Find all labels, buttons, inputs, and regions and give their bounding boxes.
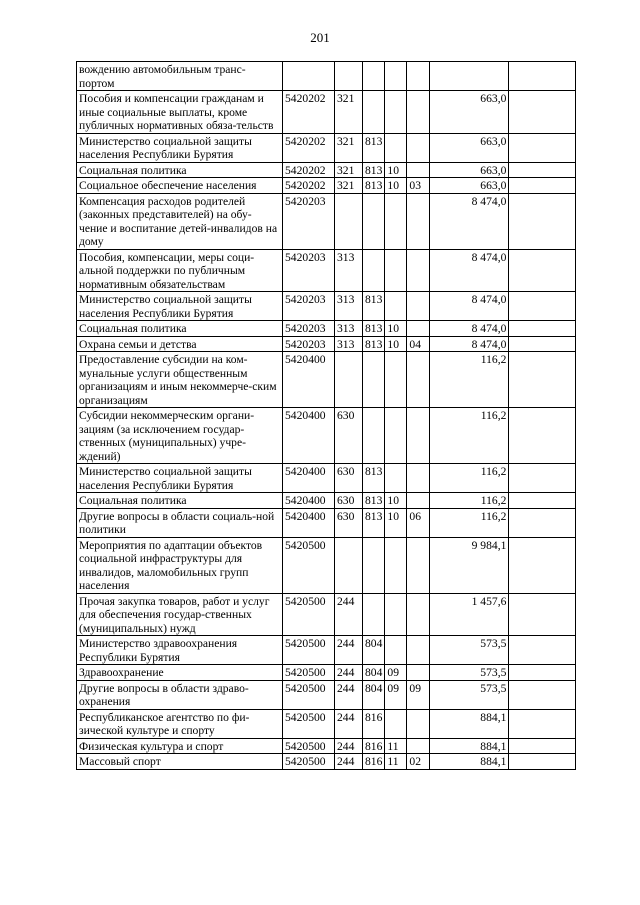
cell-subsection <box>407 493 430 509</box>
cell-expense-type <box>335 537 363 593</box>
table-row <box>77 665 576 681</box>
cell-empty <box>509 593 576 636</box>
cell-expense-type: 321 <box>335 133 363 162</box>
cell-amount: 8 474,0 <box>430 336 509 352</box>
cell-section: 10 <box>385 336 407 352</box>
table-row <box>77 709 576 738</box>
cell-name: Пособия, компенсации, меры соци-альной поддержки по публичным нормативным обязательствам <box>77 249 283 292</box>
cell-grbs: 813 <box>363 321 385 337</box>
cell-subsection <box>407 133 430 162</box>
cell-section: 10 <box>385 321 407 337</box>
cell-name: Социальная политика <box>77 321 283 337</box>
cell-section <box>385 292 407 321</box>
cell-expense-type: 244 <box>335 636 363 665</box>
cell-target-code: 5420203 <box>283 249 335 292</box>
cell-empty <box>509 508 576 537</box>
budget-table <box>76 61 576 770</box>
table-row <box>77 508 576 537</box>
cell-name: Здравоохранение <box>77 665 283 681</box>
cell-grbs <box>363 537 385 593</box>
cell-amount <box>430 62 509 91</box>
table-row <box>77 292 576 321</box>
table-row <box>77 133 576 162</box>
cell-section: 10 <box>385 508 407 537</box>
cell-empty <box>509 464 576 493</box>
cell-name: Социальное обеспечение населения <box>77 178 283 194</box>
cell-empty <box>509 193 576 249</box>
table-row <box>77 178 576 194</box>
cell-empty <box>509 493 576 509</box>
cell-section <box>385 636 407 665</box>
cell-amount: 884,1 <box>430 709 509 738</box>
table-row <box>77 336 576 352</box>
cell-expense-type: 630 <box>335 493 363 509</box>
cell-subsection <box>407 249 430 292</box>
cell-name: Министерство социальной защиты населения Республики Бурятия <box>77 464 283 493</box>
cell-target-code: 5420400 <box>283 493 335 509</box>
cell-section: 09 <box>385 665 407 681</box>
cell-name: Республиканское агентство по фи-зической культуре и спорту <box>77 709 283 738</box>
cell-section <box>385 537 407 593</box>
cell-grbs: 813 <box>363 162 385 178</box>
cell-grbs: 813 <box>363 133 385 162</box>
cell-subsection: 02 <box>407 754 430 770</box>
cell-expense-type <box>335 62 363 91</box>
cell-section <box>385 464 407 493</box>
cell-section <box>385 709 407 738</box>
cell-grbs <box>363 193 385 249</box>
cell-empty <box>509 738 576 754</box>
cell-grbs <box>363 249 385 292</box>
cell-section <box>385 352 407 408</box>
cell-amount: 116,2 <box>430 508 509 537</box>
cell-expense-type: 244 <box>335 680 363 709</box>
cell-subsection <box>407 62 430 91</box>
cell-expense-type: 630 <box>335 464 363 493</box>
cell-grbs <box>363 352 385 408</box>
cell-expense-type: 630 <box>335 508 363 537</box>
table-row <box>77 680 576 709</box>
table-row <box>77 493 576 509</box>
cell-section <box>385 193 407 249</box>
cell-grbs: 813 <box>363 292 385 321</box>
cell-section: 11 <box>385 738 407 754</box>
cell-name: Пособия и компенсации гражданам и иные социальные выплаты, кроме публичных нормативных обяза-тельств <box>77 91 283 134</box>
cell-amount: 884,1 <box>430 738 509 754</box>
cell-section: 10 <box>385 493 407 509</box>
cell-empty <box>509 178 576 194</box>
cell-subsection <box>407 537 430 593</box>
cell-expense-type: 313 <box>335 321 363 337</box>
cell-name: Охрана семьи и детства <box>77 336 283 352</box>
cell-grbs: 816 <box>363 754 385 770</box>
cell-target-code: 5420400 <box>283 464 335 493</box>
cell-expense-type: 244 <box>335 709 363 738</box>
cell-subsection <box>407 593 430 636</box>
cell-amount: 663,0 <box>430 162 509 178</box>
cell-target-code: 5420500 <box>283 636 335 665</box>
cell-grbs: 804 <box>363 680 385 709</box>
cell-amount: 663,0 <box>430 91 509 134</box>
cell-grbs <box>363 408 385 464</box>
cell-name: Предоставление субсидии на ком-мунальные услуги общественным организациям и иным некоммерче-ским организациям <box>77 352 283 408</box>
cell-section <box>385 91 407 134</box>
page-number: 201 <box>310 30 330 45</box>
cell-expense-type: 313 <box>335 336 363 352</box>
table-row <box>77 193 576 249</box>
cell-section <box>385 133 407 162</box>
cell-subsection <box>407 193 430 249</box>
cell-amount: 8 474,0 <box>430 193 509 249</box>
cell-subsection <box>407 91 430 134</box>
cell-empty <box>509 352 576 408</box>
cell-empty <box>509 665 576 681</box>
cell-empty <box>509 249 576 292</box>
table-row <box>77 62 576 91</box>
cell-name: Массовый спорт <box>77 754 283 770</box>
table-row <box>77 593 576 636</box>
cell-target-code: 5420400 <box>283 508 335 537</box>
cell-target-code: 5420203 <box>283 321 335 337</box>
cell-amount: 116,2 <box>430 408 509 464</box>
cell-empty <box>509 133 576 162</box>
cell-subsection: 03 <box>407 178 430 194</box>
cell-empty <box>509 754 576 770</box>
cell-target-code: 5420500 <box>283 680 335 709</box>
table-row <box>77 321 576 337</box>
cell-target-code: 5420500 <box>283 754 335 770</box>
cell-name: Мероприятия по адаптации объектов социальной инфраструктуры для инвалидов, маломобильных групп населения <box>77 537 283 593</box>
cell-grbs <box>363 593 385 636</box>
cell-grbs: 816 <box>363 709 385 738</box>
cell-target-code: 5420202 <box>283 91 335 134</box>
cell-amount: 116,2 <box>430 464 509 493</box>
cell-empty <box>509 321 576 337</box>
table-row <box>77 738 576 754</box>
cell-amount: 663,0 <box>430 178 509 194</box>
cell-target-code: 5420500 <box>283 709 335 738</box>
cell-empty <box>509 709 576 738</box>
cell-grbs <box>363 91 385 134</box>
cell-subsection <box>407 636 430 665</box>
cell-amount: 663,0 <box>430 133 509 162</box>
table-row <box>77 408 576 464</box>
cell-empty <box>509 336 576 352</box>
cell-target-code: 5420500 <box>283 738 335 754</box>
table-row <box>77 754 576 770</box>
budget-table-body <box>77 62 576 770</box>
cell-name: Министерство социальной защиты населения Республики Бурятия <box>77 133 283 162</box>
cell-name: Субсидии некоммерческим органи-зациям (за исключением государ-ственных (муниципальных) учре-ждений) <box>77 408 283 464</box>
cell-expense-type: 630 <box>335 408 363 464</box>
cell-amount: 116,2 <box>430 352 509 408</box>
cell-target-code: 5420203 <box>283 292 335 321</box>
cell-amount: 9 984,1 <box>430 537 509 593</box>
cell-empty <box>509 680 576 709</box>
cell-amount: 8 474,0 <box>430 292 509 321</box>
cell-name: Другие вопросы в области социаль-ной политики <box>77 508 283 537</box>
cell-expense-type: 244 <box>335 754 363 770</box>
cell-name: Министерство социальной защиты населения Республики Бурятия <box>77 292 283 321</box>
cell-subsection <box>407 352 430 408</box>
cell-empty <box>509 408 576 464</box>
cell-amount: 8 474,0 <box>430 321 509 337</box>
cell-target-code: 5420500 <box>283 665 335 681</box>
cell-empty <box>509 62 576 91</box>
cell-subsection <box>407 665 430 681</box>
cell-expense-type: 313 <box>335 249 363 292</box>
table-row <box>77 162 576 178</box>
cell-subsection: 09 <box>407 680 430 709</box>
cell-expense-type: 321 <box>335 178 363 194</box>
cell-subsection <box>407 408 430 464</box>
cell-subsection: 04 <box>407 336 430 352</box>
cell-target-code: 5420500 <box>283 593 335 636</box>
cell-expense-type <box>335 352 363 408</box>
cell-amount: 573,5 <box>430 636 509 665</box>
cell-name: Социальная политика <box>77 493 283 509</box>
cell-subsection <box>407 738 430 754</box>
cell-target-code: 5420203 <box>283 336 335 352</box>
cell-grbs: 813 <box>363 493 385 509</box>
cell-target-code: 5420203 <box>283 193 335 249</box>
cell-subsection <box>407 292 430 321</box>
cell-name: Физическая культура и спорт <box>77 738 283 754</box>
cell-section: 09 <box>385 680 407 709</box>
cell-expense-type <box>335 193 363 249</box>
cell-expense-type: 321 <box>335 162 363 178</box>
cell-empty <box>509 636 576 665</box>
cell-target-code <box>283 62 335 91</box>
cell-section <box>385 249 407 292</box>
cell-target-code: 5420400 <box>283 408 335 464</box>
cell-section <box>385 593 407 636</box>
cell-section <box>385 408 407 464</box>
cell-amount: 1 457,6 <box>430 593 509 636</box>
cell-name: Министерство здравоохранения Республики Бурятия <box>77 636 283 665</box>
cell-empty <box>509 292 576 321</box>
cell-name: Компенсация расходов родителей (законных представителей) на обу-чение и воспитание детей-инвалидов на дому <box>77 193 283 249</box>
cell-name: Социальная политика <box>77 162 283 178</box>
cell-subsection: 06 <box>407 508 430 537</box>
cell-expense-type: 244 <box>335 665 363 681</box>
cell-section <box>385 62 407 91</box>
cell-amount: 573,5 <box>430 680 509 709</box>
cell-empty <box>509 537 576 593</box>
cell-amount: 573,5 <box>430 665 509 681</box>
cell-empty <box>509 162 576 178</box>
cell-grbs: 813 <box>363 508 385 537</box>
cell-amount: 116,2 <box>430 493 509 509</box>
cell-expense-type: 313 <box>335 292 363 321</box>
cell-amount: 8 474,0 <box>430 249 509 292</box>
cell-name: Другие вопросы в области здраво-охранения <box>77 680 283 709</box>
cell-empty <box>509 91 576 134</box>
cell-target-code: 5420202 <box>283 162 335 178</box>
cell-expense-type: 321 <box>335 91 363 134</box>
cell-section: 10 <box>385 162 407 178</box>
cell-grbs: 804 <box>363 665 385 681</box>
cell-grbs: 813 <box>363 336 385 352</box>
cell-expense-type: 244 <box>335 738 363 754</box>
cell-expense-type: 244 <box>335 593 363 636</box>
cell-subsection <box>407 464 430 493</box>
cell-amount: 884,1 <box>430 754 509 770</box>
table-row <box>77 636 576 665</box>
cell-grbs <box>363 62 385 91</box>
table-row <box>77 537 576 593</box>
table-row <box>77 91 576 134</box>
cell-section: 10 <box>385 178 407 194</box>
cell-target-code: 5420500 <box>283 537 335 593</box>
cell-section: 11 <box>385 754 407 770</box>
cell-subsection <box>407 709 430 738</box>
cell-grbs: 804 <box>363 636 385 665</box>
cell-grbs: 813 <box>363 464 385 493</box>
cell-subsection <box>407 321 430 337</box>
table-row <box>77 464 576 493</box>
cell-target-code: 5420202 <box>283 178 335 194</box>
cell-name: Прочая закупка товаров, работ и услуг для обеспечения государ-ственных (муниципальных) нужд <box>77 593 283 636</box>
cell-target-code: 5420400 <box>283 352 335 408</box>
cell-grbs: 816 <box>363 738 385 754</box>
cell-grbs: 813 <box>363 178 385 194</box>
cell-name: вождению автомобильным транс-портом <box>77 62 283 91</box>
cell-target-code: 5420202 <box>283 133 335 162</box>
table-row <box>77 249 576 292</box>
table-row <box>77 352 576 408</box>
cell-subsection <box>407 162 430 178</box>
